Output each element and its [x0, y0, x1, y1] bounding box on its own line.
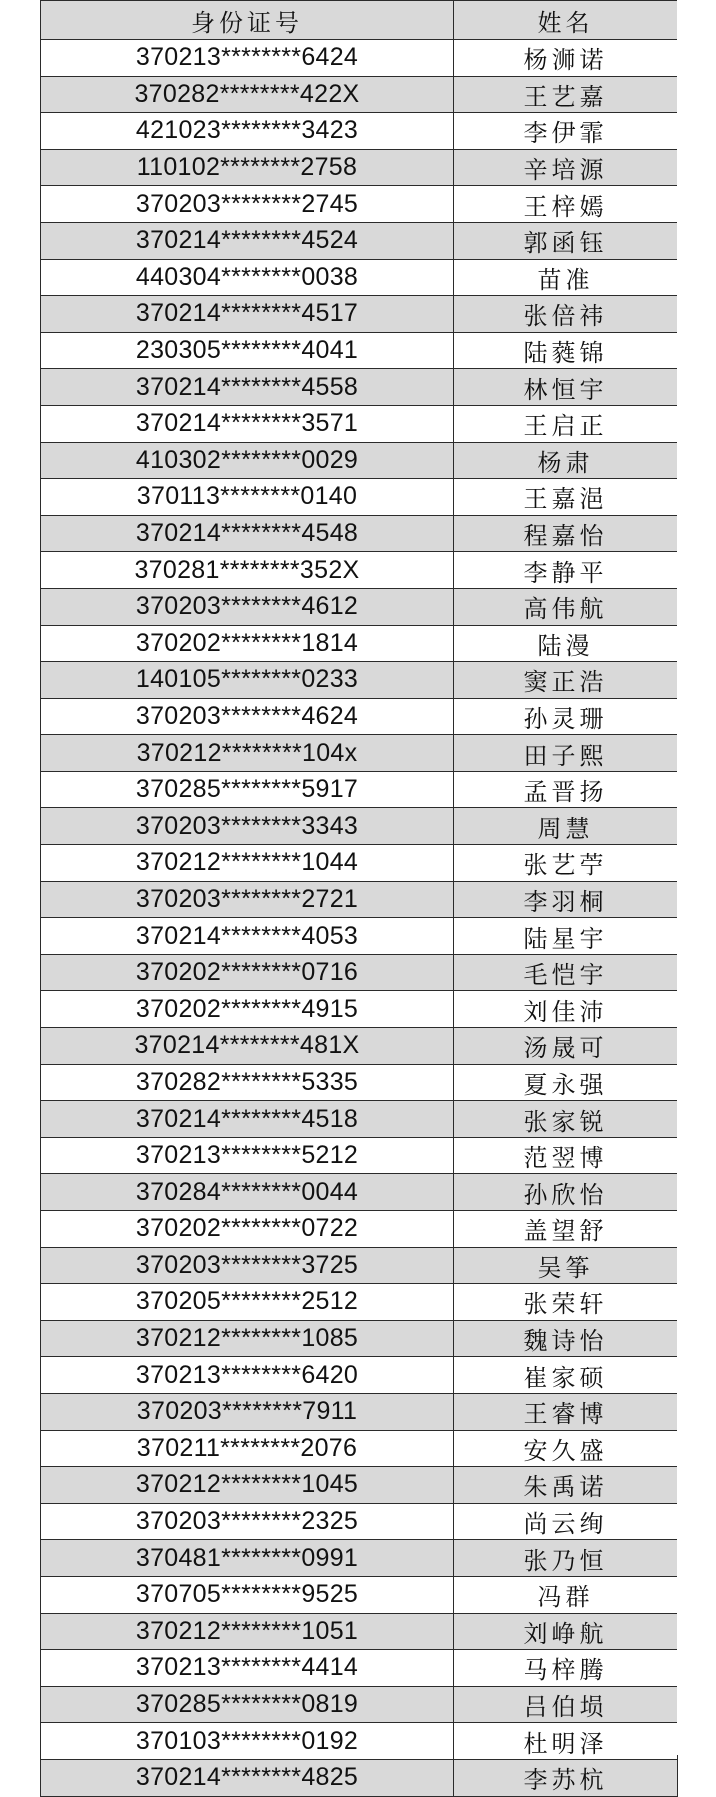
id-number-cell: 440304********0038: [41, 259, 454, 296]
id-number-cell: 370212********1045: [41, 1467, 454, 1504]
id-number-cell: 370214********4517: [41, 296, 454, 333]
id-number-cell: 370203********7911: [41, 1393, 454, 1430]
name-cell: 盖望舒: [454, 1211, 678, 1248]
name-cell: 李伊霏: [454, 113, 678, 150]
id-number-cell: 110102********2758: [41, 149, 454, 186]
id-number-cell: 370214********4524: [41, 222, 454, 259]
id-number-cell: 370214********4558: [41, 369, 454, 406]
name-cell: 毛恺宇: [454, 954, 678, 991]
table-row: [41, 845, 678, 882]
id-number-cell: 370285********0819: [41, 1686, 454, 1723]
table-row: [41, 40, 678, 77]
table-row: [41, 296, 678, 333]
table-row: [41, 222, 678, 259]
name-cell: 吴筝: [454, 1247, 678, 1284]
id-number-cell: 370213********6424: [41, 40, 454, 77]
id-number-cell: 370113********0140: [41, 479, 454, 516]
id-number-cell: 370212********1085: [41, 1320, 454, 1357]
id-number-cell: 370211********2076: [41, 1430, 454, 1467]
table-row: [41, 479, 678, 516]
page-margin-left: [0, 0, 40, 1755]
id-number-cell: 370203********2721: [41, 881, 454, 918]
id-number-cell: 370481********0991: [41, 1540, 454, 1577]
header-id: 身份证号: [41, 1, 454, 40]
id-number-cell: 410302********0029: [41, 442, 454, 479]
id-number-cell: 370103********0192: [41, 1723, 454, 1760]
name-cell: 苗准: [454, 259, 678, 296]
id-number-cell: 421023********3423: [41, 113, 454, 150]
name-cell: 郭函钰: [454, 222, 678, 259]
table-row: [41, 881, 678, 918]
header-name: 姓名: [454, 1, 678, 40]
id-number-cell: 370202********1814: [41, 625, 454, 662]
name-cell: 崔家硕: [454, 1357, 678, 1394]
name-cell: 陆蕤锦: [454, 332, 678, 369]
table-row: [41, 1467, 678, 1504]
id-number-cell: 370212********1051: [41, 1613, 454, 1650]
id-number-cell: 370282********5335: [41, 1064, 454, 1101]
table-row: [41, 1393, 678, 1430]
table-row: [41, 552, 678, 589]
table-row: [41, 186, 678, 223]
table-row: [41, 1028, 678, 1065]
name-cell: 王启正: [454, 405, 678, 442]
table-row: [41, 1503, 678, 1540]
name-cell: 夏永强: [454, 1064, 678, 1101]
id-number-cell: 370203********3343: [41, 808, 454, 845]
name-cell: 程嘉怡: [454, 515, 678, 552]
name-cell: 朱禹诺: [454, 1467, 678, 1504]
name-cell: 王梓嫣: [454, 186, 678, 223]
name-cell: 杨肃: [454, 442, 678, 479]
name-cell: 范翌博: [454, 1137, 678, 1174]
table-row: [41, 1759, 678, 1796]
name-cell: 张艺苧: [454, 845, 678, 882]
id-number-cell: 370282********422X: [41, 76, 454, 113]
id-number-cell: 370202********0722: [41, 1211, 454, 1248]
table-row: [41, 698, 678, 735]
table-row: [41, 515, 678, 552]
id-number-cell: 370214********3571: [41, 405, 454, 442]
table-row: [41, 1247, 678, 1284]
table-row: [41, 991, 678, 1028]
name-cell: 刘峥航: [454, 1613, 678, 1650]
header-row: [41, 1, 678, 40]
id-number-cell: 370202********4915: [41, 991, 454, 1028]
table-row: [41, 735, 678, 772]
name-cell: 林恒宇: [454, 369, 678, 406]
name-cell: 高伟航: [454, 588, 678, 625]
name-cell: 周慧: [454, 808, 678, 845]
name-cell: 李苏杭: [454, 1759, 678, 1796]
table-row: [41, 1357, 678, 1394]
name-cell: 张家锐: [454, 1101, 678, 1138]
id-number-cell: 370705********9525: [41, 1576, 454, 1613]
name-cell: 王艺嘉: [454, 76, 678, 113]
table-row: [41, 918, 678, 955]
id-number-cell: 370214********4825: [41, 1759, 454, 1796]
table-row: [41, 954, 678, 991]
table-row: [41, 369, 678, 406]
table-row: [41, 771, 678, 808]
roster-table: [40, 0, 678, 1797]
name-cell: 张荣轩: [454, 1284, 678, 1321]
name-cell: 马梓腾: [454, 1650, 678, 1687]
name-cell: 李静平: [454, 552, 678, 589]
name-cell: 冯群: [454, 1576, 678, 1613]
table-row: [41, 405, 678, 442]
table-row: [41, 1211, 678, 1248]
id-number-cell: 370212********1044: [41, 845, 454, 882]
id-number-cell: 370214********4053: [41, 918, 454, 955]
name-cell: 张倍祎: [454, 296, 678, 333]
id-number-cell: 370203********2325: [41, 1503, 454, 1540]
id-number-cell: 370213********5212: [41, 1137, 454, 1174]
id-number-cell: 370281********352X: [41, 552, 454, 589]
name-cell: 魏诗怡: [454, 1320, 678, 1357]
id-number-cell: 140105********0233: [41, 662, 454, 699]
name-cell: 李羽桐: [454, 881, 678, 918]
table-row: [41, 1137, 678, 1174]
table-row: [41, 113, 678, 150]
id-number-cell: 370212********104x: [41, 735, 454, 772]
name-cell: 田子熙: [454, 735, 678, 772]
name-cell: 辛培源: [454, 149, 678, 186]
name-cell: 吕伯埙: [454, 1686, 678, 1723]
table-row: [41, 1064, 678, 1101]
name-cell: 陆漫: [454, 625, 678, 662]
name-cell: 刘佳沛: [454, 991, 678, 1028]
id-number-cell: 370205********2512: [41, 1284, 454, 1321]
table-row: [41, 1540, 678, 1577]
id-number-cell: 370203********4624: [41, 698, 454, 735]
table-row: [41, 332, 678, 369]
table-row: [41, 1320, 678, 1357]
id-number-cell: 370213********4414: [41, 1650, 454, 1687]
name-cell: 杨浉诺: [454, 40, 678, 77]
id-number-cell: 370203********2745: [41, 186, 454, 223]
table-row: [41, 1576, 678, 1613]
name-cell: 王睿博: [454, 1393, 678, 1430]
id-number-cell: 370202********0716: [41, 954, 454, 991]
name-cell: 王嘉浥: [454, 479, 678, 516]
name-cell: 孙灵珊: [454, 698, 678, 735]
name-cell: 陆星宇: [454, 918, 678, 955]
table-row: [41, 1101, 678, 1138]
name-cell: 张乃恒: [454, 1540, 678, 1577]
id-number-cell: 230305********4041: [41, 332, 454, 369]
table-row: [41, 76, 678, 113]
page-margin-right: [677, 0, 716, 1755]
id-number-cell: 370203********4612: [41, 588, 454, 625]
name-cell: 孙欣怡: [454, 1174, 678, 1211]
name-cell: 汤晟可: [454, 1028, 678, 1065]
table-row: [41, 1174, 678, 1211]
table-row: [41, 1430, 678, 1467]
id-number-cell: 370214********4548: [41, 515, 454, 552]
name-cell: 安久盛: [454, 1430, 678, 1467]
id-number-cell: 370214********481X: [41, 1028, 454, 1065]
name-cell: 窦正浩: [454, 662, 678, 699]
id-number-cell: 370285********5917: [41, 771, 454, 808]
id-number-cell: 370214********4518: [41, 1101, 454, 1138]
name-cell: 尚云绚: [454, 1503, 678, 1540]
id-number-cell: 370203********3725: [41, 1247, 454, 1284]
name-cell: 孟晋扬: [454, 771, 678, 808]
table-row: [41, 662, 678, 699]
table-row: [41, 1723, 678, 1760]
id-number-cell: 370284********0044: [41, 1174, 454, 1211]
id-number-cell: 370213********6420: [41, 1357, 454, 1394]
table-row: [41, 625, 678, 662]
table-row: [41, 1284, 678, 1321]
table-row: [41, 442, 678, 479]
table-row: [41, 149, 678, 186]
table-row: [41, 259, 678, 296]
table-body: [41, 40, 678, 1797]
table-row: [41, 808, 678, 845]
table-row: [41, 1650, 678, 1687]
table-row: [41, 1686, 678, 1723]
table-row: [41, 588, 678, 625]
name-cell: 杜明泽: [454, 1723, 678, 1760]
table-row: [41, 1613, 678, 1650]
